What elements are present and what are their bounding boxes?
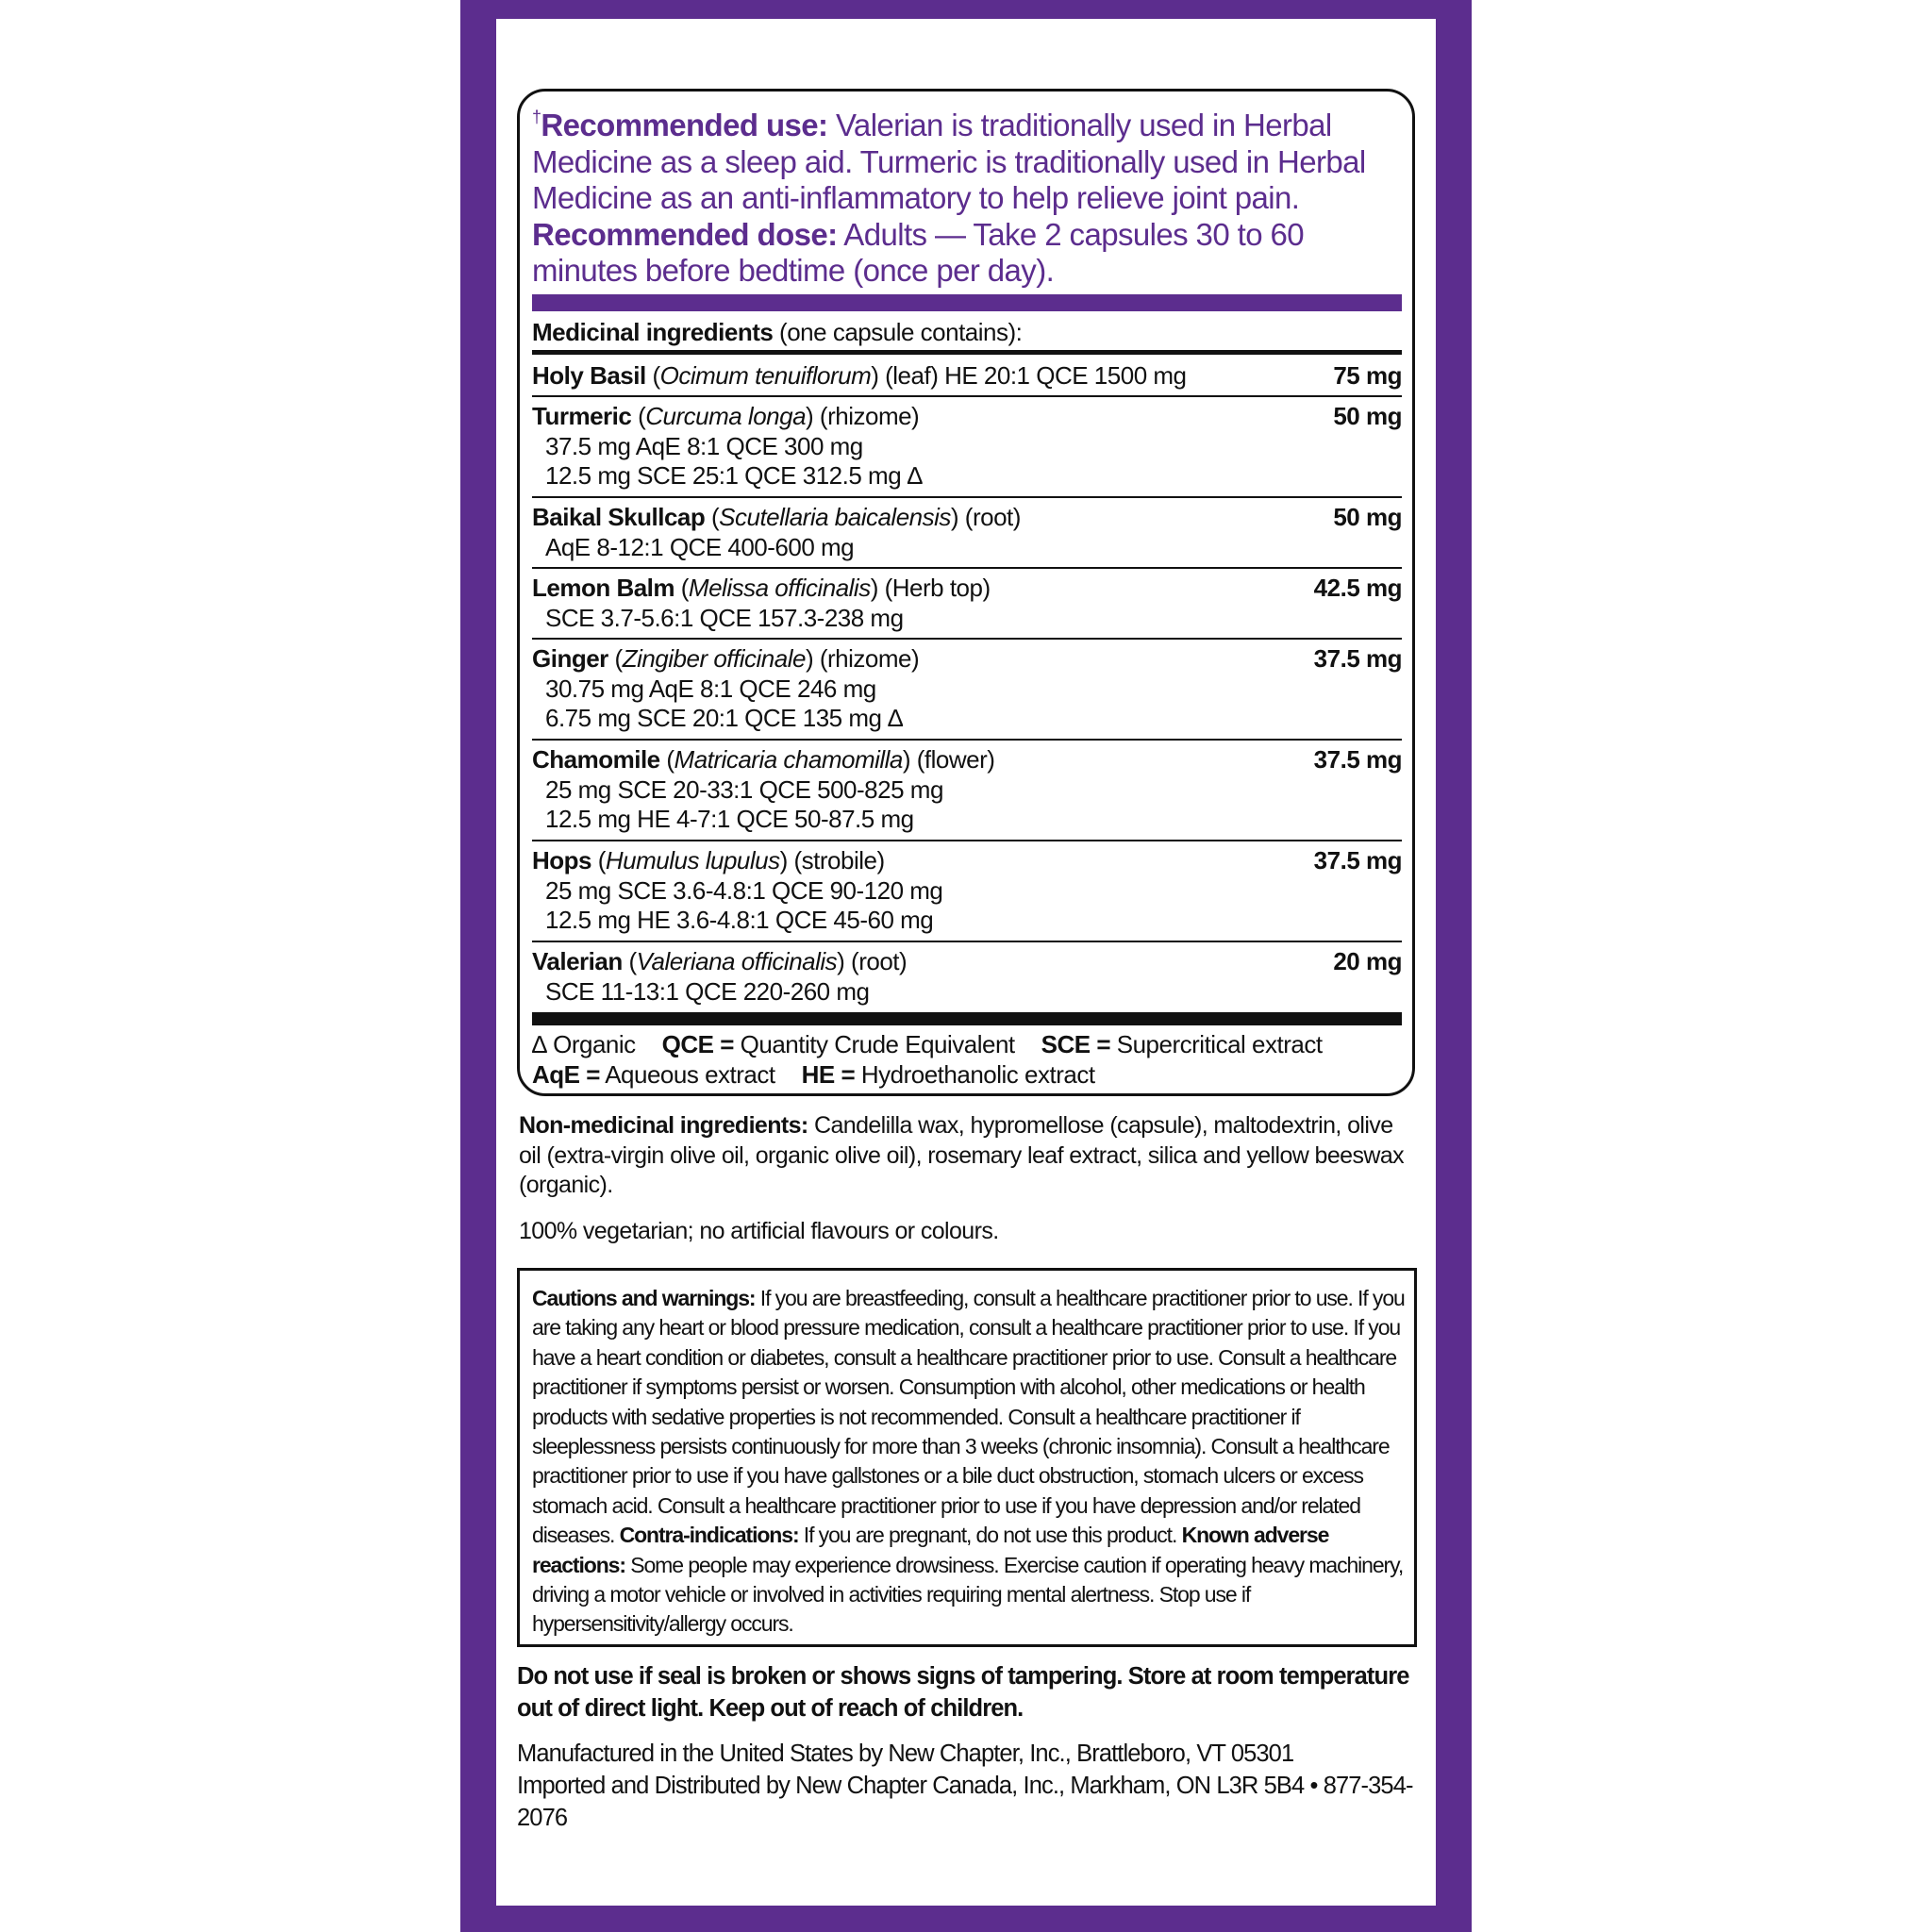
table-bottom-rule (532, 1012, 1402, 1025)
cautions-text: Cautions and warnings: If you are breastfeeding, consult a healthcare practitioner prior to use. If you are taking any heart or blood pressure medication, consult a healthcare practitioner prior to use. If you have a heart condition or diabetes, consult a healthcare practitioner prior to use. Consult a healthcare practitioner if symptoms persist or worsen. Consumption with alcohol, other medications or health products with sedative properties is not recommended. Consult a healthcare practitioner if sleeplessness persists continuously for more than 3 weeks (chronic insomnia). Consult a healthcare practitioner prior to use if you have gallstones or a bile duct obstruction, stomach ulcers or excess stomach acid. Consult a healthcare practitioner prior to use if you have depression and/or related diseases. Contra-indications: If you are pregnant, do not use this product. Known adverse reactions: Some people may experience drowsiness. Exercise caution if operating heavy machinery, driving a motor vehicle or involved in activities requiring mental alertness. Stop use if hypersensitivity/allergy occurs. (532, 1286, 1405, 1637)
ingredient-row: Hops (Humulus lupulus) (strobile) 25 mg SCE 3.6-4.8:1 QCE 90-120 mg 12.5 mg HE 3.6-4.8:1 QCE 45-60 mg 37.5 mg (532, 846, 1402, 934)
vegetarian-statement: 100% vegetarian; no artificial flavours or colours. (519, 1218, 999, 1244)
ingredient-row: Lemon Balm (Melissa officinalis) (Herb top) SCE 3.7-5.6:1 QCE 157.3-238 mg 42.5 mg (532, 574, 1402, 632)
dagger-mark: † (532, 108, 541, 126)
seal-warning: Do not use if seal is broken or shows signs of tampering. Store at room temperature out of direct light. Keep out of reach of children. (517, 1663, 1409, 1722)
manufacturer-info (517, 1738, 1423, 1834)
row-divider (532, 739, 1402, 741)
row-divider (532, 496, 1402, 498)
non-medicinal-ingredients: Non-medicinal ingredients: Candelilla wax, hypromellose (capsule), maltodextrin, olive oil (extra-virgin olive oil, organic olive oil), rosemary leaf extract, silica and yellow beeswax (organic). (519, 1112, 1405, 1198)
ingredient-row: Turmeric (Curcuma longa) (rhizome) 37.5 mg AqE 8:1 QCE 300 mg 12.5 mg SCE 25:1 QCE 312.5 mg ∆ 50 mg (532, 402, 1402, 490)
distributor-line: Imported and Distributed by New Chapter Canada, Inc., Markham, ON L3R 5B4 • 877-354-2076 (517, 1773, 1413, 1831)
table-top-rule (532, 350, 1402, 355)
row-divider (532, 395, 1402, 397)
ingredient-amount: 37.5 mg (1313, 745, 1402, 774)
ingredient-row: Holy Basil (Ocimum tenuiflorum) (leaf) HE 20:1 QCE 1500 mg 75 mg (532, 361, 1402, 390)
recommended-dose-label: Recommended dose: (532, 216, 838, 252)
ingredient-row: Chamomile (Matricaria chamomilla) (flower) 25 mg SCE 20-33:1 QCE 500-825 mg 12.5 mg HE 4-7:1 QCE 50-87.5 mg 37.5 mg (532, 745, 1402, 833)
recommended-use-label: Recommended use: (541, 108, 828, 142)
row-divider (532, 840, 1402, 841)
ingredient-row: Valerian (Valeriana officinalis) (root) SCE 11-13:1 QCE 220-260 mg 20 mg (532, 947, 1402, 1006)
row-divider (532, 941, 1402, 942)
manufacturer-line: Manufactured in the United States by New Chapter, Inc., Brattleboro, VT 05301 (517, 1740, 1294, 1767)
ingredient-row: Baikal Skullcap (Scutellaria baicalensis) (root) AqE 8-12:1 QCE 400-600 mg 50 mg (532, 503, 1402, 561)
ingredient-amount: 37.5 mg (1313, 846, 1402, 874)
ingredient-amount: 37.5 mg (1313, 644, 1402, 673)
ingredient-amount: 42.5 mg (1313, 574, 1402, 602)
ingredient-amount: 75 mg (1333, 361, 1402, 390)
recommended-use-text: Valerian is traditionally used in Herbal Medicine as a sleep aid. Turmeric is traditionally used in Herbal Medicine as an anti-inflammatory to help relieve joint pain. (532, 108, 1366, 215)
abbreviation-legend: ∆ Organic QCE = Quantity Crude Equivalent SCE = Supercritical extract AqE = Aqueous extract HE = Hydroethanolic extract (532, 1030, 1323, 1089)
ingredient-row: Ginger (Zingiber officinale) (rhizome) 30.75 mg AqE 8:1 QCE 246 mg 6.75 mg SCE 20:1 QCE 135 mg ∆ 37.5 mg (532, 644, 1402, 732)
ingredient-amount: 20 mg (1333, 947, 1402, 975)
section-divider-bar (532, 294, 1402, 311)
recommended-section (532, 108, 1400, 290)
recommended-dose-text: Adults — Take 2 capsules 30 to 60 minutes before bedtime (once per day). (532, 216, 1305, 288)
ingredient-amount: 50 mg (1333, 503, 1402, 531)
row-divider (532, 638, 1402, 640)
row-divider (532, 567, 1402, 569)
ingredient-amount: 50 mg (1333, 402, 1402, 430)
medicinal-ingredients-heading: Medicinal ingredients (one capsule contains): (532, 318, 1023, 346)
